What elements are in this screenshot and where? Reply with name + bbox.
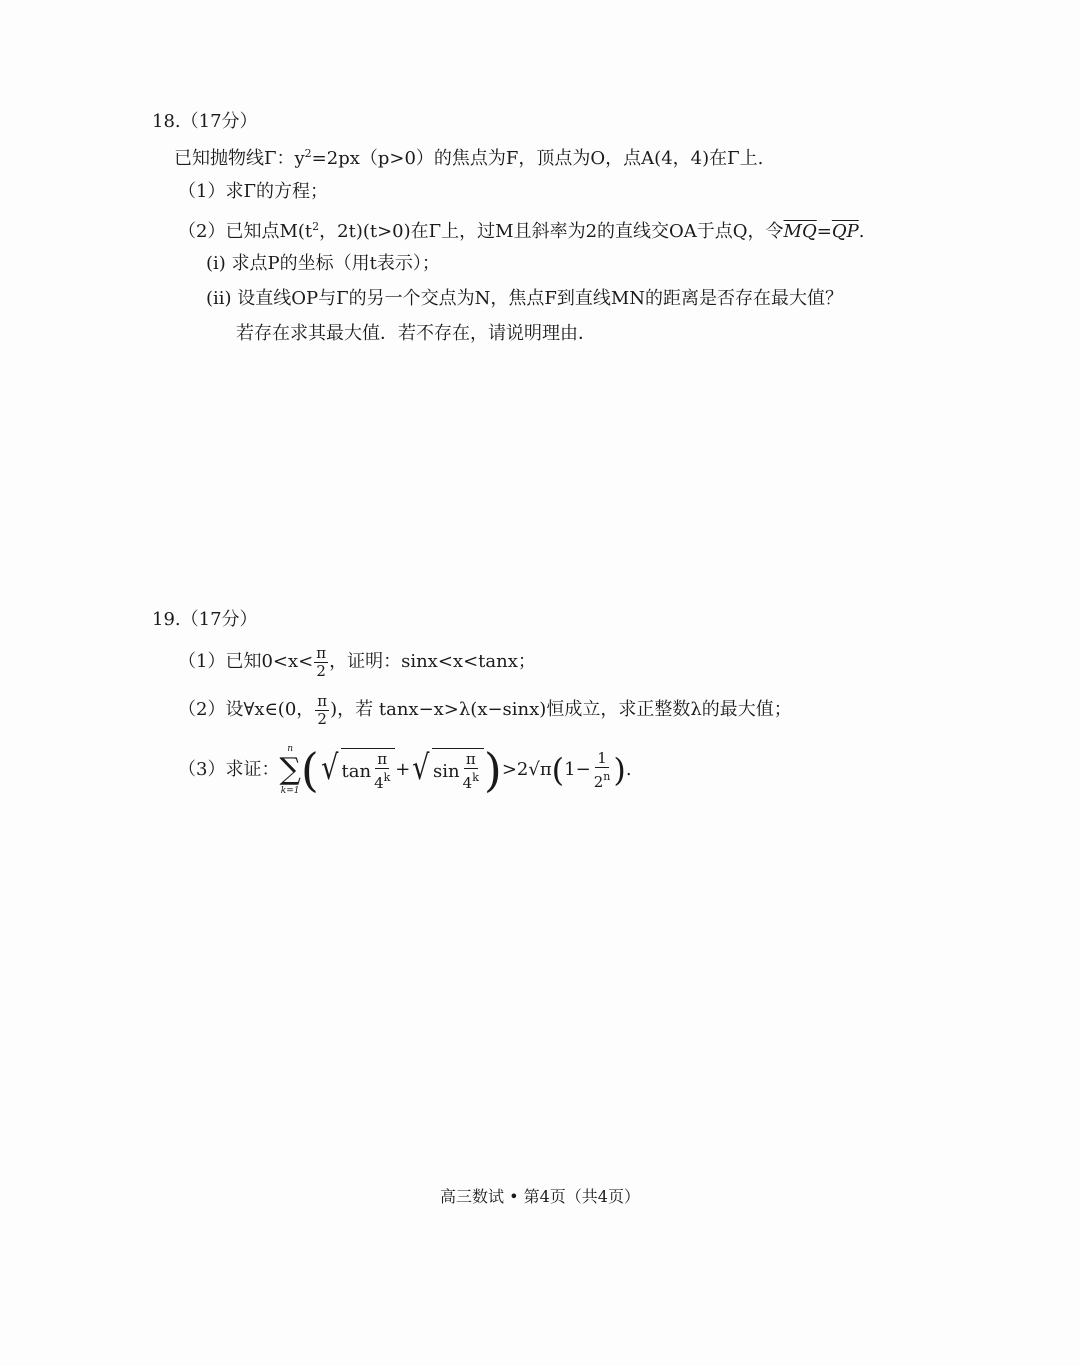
q19-heading: 19.（17分） (152, 609, 258, 630)
q18-part2-b: ，2t)(t>0)在Γ上，过M且斜率为2的直线交OA于点Q，令 (319, 221, 784, 242)
q19-part2-a: （2）设∀x∈(0， (178, 699, 315, 720)
q19-part3-rhs: >2√π (501, 759, 552, 780)
summation-symbol: n ∑ k=1 (279, 744, 301, 796)
q18-sub-ii-line1: (ii) 设直线OP与Γ的另一个交点为N，焦点F到直线MN的距离是否存在最大值？ (206, 288, 844, 309)
q19-part2 (178, 690, 792, 730)
q18-heading: 18.（17分） (152, 111, 258, 132)
one-minus: 1− (564, 759, 591, 780)
q18-part2: （2）已知点$M(t^2$，2t)(t>0)在Γ上，过M且斜率为2的直线交OA于点Q，令$\overline{MQ}=\overline{QP}$. (178, 220, 865, 242)
left-paren: ( (300, 743, 319, 797)
q19-part1-b: ，证明：sinx<x<tanx； (329, 651, 536, 672)
q19-part3-a: （3）求证： (178, 759, 280, 780)
q18-stem-b: =2px（p>0）的焦点为F，顶点为O，点A(4，4)在Γ上. (311, 148, 764, 169)
q18-stem (174, 142, 763, 171)
q19-part1-a: （1）已知0<x< (178, 651, 314, 672)
q18-stem-sup: 2 (304, 147, 312, 160)
vector-mq: $\overline{MQ}$ (783, 221, 817, 242)
q18-part1: （1）求Γ的方程； (178, 181, 328, 202)
pi-over-2-fraction: $\frac{\pi}{2}$ (316, 643, 327, 680)
one-over-2n-fraction: $\frac{1}{2^n}$ (593, 748, 611, 791)
page-footer: 高三数试 • 第4页（共4页） (440, 1187, 640, 1206)
pi-over-2-fraction-2: $\frac{\pi}{2}$ (317, 691, 328, 728)
sqrt-tan-term: √ tan $\frac{\pi}{4^k}$ (319, 748, 395, 792)
sqrt-sin-term: √ sin $\frac{\pi}{4^k}$ (410, 748, 483, 792)
q19-part2-b: )，若 tanx−x>λ(x−sinx)恒成立，求正整数λ的最大值； (330, 699, 792, 720)
right-paren: ) (483, 743, 502, 797)
q18-sub-i: (i) 求点P的坐标（用t表示）； (206, 253, 440, 274)
q18-stem-a: 已知抛物线Γ：y (174, 148, 305, 169)
q19-part3: （3）求证： n ∑ k=1 ( √ tan $\frac{\pi}{4^k}$ + √ sin $\frac{\pi}{4^k}$ ) >2√π ( 1− $\frac{1}{2^n}$ ) . (178, 743, 632, 797)
q18-part2-sup: 2 (312, 220, 320, 233)
q18-sub-ii-line2: 若存在求其最大值．若不存在，请说明理由． (236, 323, 596, 344)
vector-qp: $\overline{QP}$ (831, 221, 859, 242)
q18-part2-a: （2）已知点M(t (178, 221, 313, 242)
q19-part1 (178, 642, 536, 682)
